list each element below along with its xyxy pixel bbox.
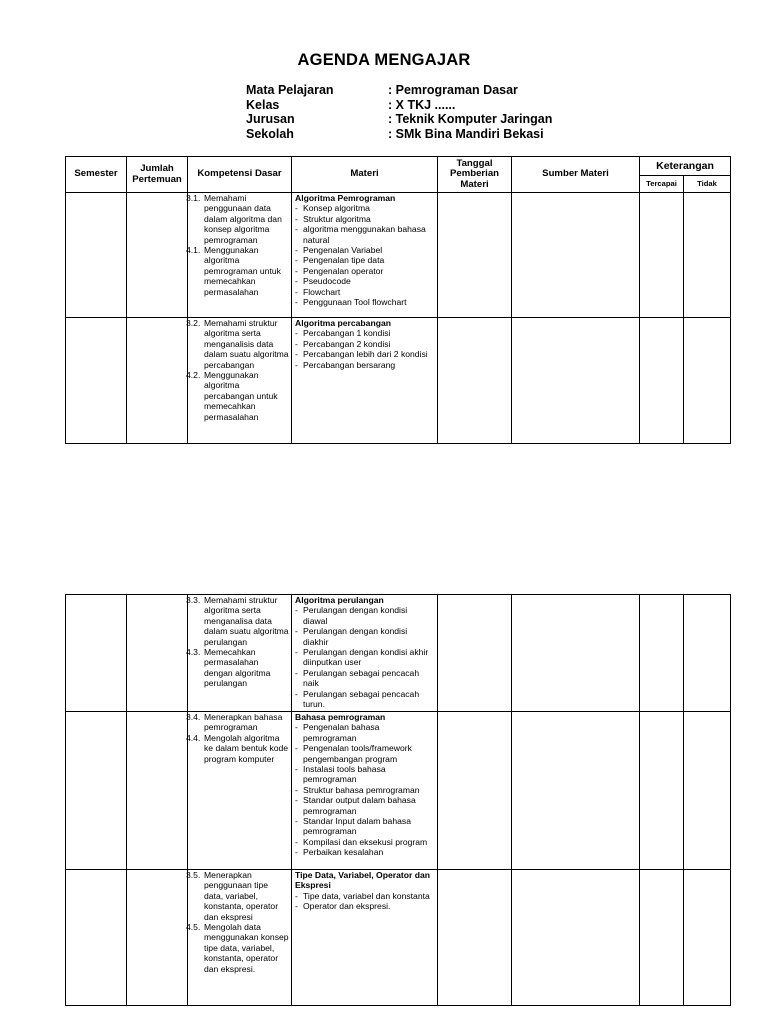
agenda-table (65, 156, 731, 444)
materi-item (295, 360, 433, 370)
materi-item (295, 891, 433, 901)
materi-item-text: Struktur bahasa pemrograman (303, 784, 420, 795)
materi-item (295, 847, 433, 857)
materi-cell (292, 712, 438, 870)
kompetensi-item (188, 922, 291, 974)
tercapai-cell (640, 870, 684, 1006)
bullet-dash: - (295, 764, 298, 775)
materi-item-text: Perulangan sebagai pencacah naik (303, 667, 420, 689)
tercapai-cell (640, 318, 684, 444)
bullet-dash: - (295, 647, 298, 658)
semester-cell (66, 870, 127, 1006)
semester-cell (66, 595, 127, 712)
materi-item (295, 214, 433, 224)
materi-item-text: Pengenalan bahasa pemrograman (303, 722, 380, 743)
materi-title: Bahasa pemrograman (295, 712, 386, 722)
kompetensi-text: Memahami struktur algoritma serta menganalisa data dalam suatu algoritma perulangan (204, 595, 289, 647)
header-keterangan: Keterangan (640, 157, 731, 176)
kompetensi-item (188, 245, 291, 297)
kompetensi-item (188, 712, 291, 733)
materi-item-text: Pseudocode (303, 276, 351, 287)
kompetensi-item (188, 595, 291, 647)
materi-item (295, 203, 433, 213)
tercapai-cell (640, 712, 684, 870)
kompetensi-item (188, 193, 291, 245)
info-row (246, 127, 552, 142)
info-row (246, 112, 552, 127)
materi-item-text: algoritma menggunakan bahasa natural (303, 224, 426, 245)
materi-item-text: Percabangan 2 kondisi (303, 338, 391, 349)
semester-cell (66, 318, 127, 444)
semester-cell (66, 712, 127, 870)
tidak-cell (684, 193, 731, 318)
jumlah-cell (127, 712, 188, 870)
materi-item (295, 605, 433, 626)
bullet-dash: - (295, 901, 298, 912)
materi-item (295, 297, 433, 307)
tidak-cell (684, 870, 731, 1006)
materi-item-text: Pengenalan tipe data (303, 255, 385, 266)
bullet-dash: - (295, 667, 298, 678)
materi-title: Algoritma Pemrograman (295, 193, 396, 203)
materi-item-text: Operator dan ekspresi. (303, 901, 391, 912)
materi-item (295, 276, 433, 286)
info-label: Kelas (246, 97, 280, 112)
tanggal-cell (438, 712, 512, 870)
materi-title: Tipe Data, Variabel, Operator dan Ekspresi (295, 870, 430, 891)
materi-item-text: Perulangan dengan kondisi diawal (303, 605, 408, 626)
materi-item-text: Konsep algoritma (303, 203, 370, 214)
materi-item-text: Standar output dalam bahasa pemrograman (303, 795, 416, 816)
bullet-dash: - (295, 626, 298, 637)
materi-item-text: Instalasi tools bahasa pemrograman (303, 764, 386, 785)
bullet-dash: - (295, 265, 298, 276)
bullet-dash: - (295, 297, 298, 308)
kompetensi-number: 3.5. (186, 870, 201, 880)
sumber-cell (512, 318, 640, 444)
materi-title: Algoritma perulangan (295, 595, 384, 605)
bullet-dash: - (295, 255, 298, 266)
info-label: Jurusan (246, 112, 295, 126)
materi-item-text: Percabangan 1 kondisi (303, 328, 391, 339)
bullet-dash: - (295, 688, 298, 699)
materi-item (295, 764, 433, 785)
kompetensi-number: 4.2. (186, 370, 201, 381)
tercapai-cell (640, 193, 684, 318)
bullet-dash: - (295, 359, 298, 370)
table-row (66, 193, 731, 318)
bullet-dash: - (295, 203, 298, 214)
header-semester: Semester (66, 157, 127, 193)
materi-item-text: Percabangan lebih dari 2 kondisi (303, 349, 428, 360)
bullet-dash: - (295, 245, 298, 256)
kompetensi-cell (188, 870, 292, 1006)
materi-cell (292, 318, 438, 444)
bullet-dash: - (295, 890, 298, 901)
tidak-cell (684, 712, 731, 870)
jumlah-cell (127, 318, 188, 444)
bullet-dash: - (295, 213, 298, 224)
tanggal-cell (438, 318, 512, 444)
tanggal-cell (438, 193, 512, 318)
kompetensi-text: Menerapkan penggunaan tipe data, variabel, konstanta, operator dan ekspresi (204, 870, 279, 922)
kompetensi-text: Menerapkan bahasa pemrograman (204, 712, 283, 733)
kompetensi-text: Mengolah data menggunakan konsep tipe data, variabel, konstanta, operator dan ekspresi. (204, 922, 289, 974)
kompetensi-text: Memahami penggunaan data dalam algoritma dan konsep algoritma pemrograman (204, 193, 282, 245)
kompetensi-number: 4.3. (186, 647, 201, 658)
bullet-dash: - (295, 816, 298, 827)
bullet-dash: - (295, 784, 298, 795)
materi-item-text: Flowchart (303, 286, 341, 297)
kompetensi-number: 3.2. (186, 318, 201, 328)
materi-item (295, 668, 433, 689)
kompetensi-item (188, 870, 291, 922)
bullet-dash: - (295, 349, 298, 360)
tanggal-cell (438, 595, 512, 712)
header-jumlah: Jumlah Pertemuan (127, 157, 188, 193)
bullet-dash: - (295, 338, 298, 349)
materi-item (295, 224, 433, 245)
header-sumber: Sumber Materi (512, 157, 640, 193)
materi-item (295, 722, 433, 743)
materi-item-text: Perulangan sebagai pencacah turun. (303, 688, 420, 710)
materi-item-text: Standar Input dalam bahasa pemrograman (303, 816, 411, 837)
materi-item-text: Tipe data, variabel dan konstanta (303, 890, 430, 901)
kompetensi-number: 3.3. (186, 595, 201, 605)
materi-item (295, 647, 433, 668)
materi-item (295, 816, 433, 837)
info-row (246, 98, 552, 113)
kompetensi-cell (188, 712, 292, 870)
kompetensi-number: 3.1. (186, 193, 201, 203)
materi-cell (292, 193, 438, 318)
table-row (66, 870, 731, 1006)
materi-item (295, 266, 433, 276)
materi-item-text: Perulangan dengan kondisi akhir diinputkan user (303, 647, 429, 668)
table-row (66, 712, 731, 870)
materi-item (295, 245, 433, 255)
materi-item-text: Penggunaan Tool flowchart (303, 297, 407, 308)
page-title: AGENDA MENGAJAR (297, 51, 471, 69)
tidak-cell (684, 318, 731, 444)
semester-cell (66, 193, 127, 318)
info-value: : SMk Bina Mandiri Bekasi (388, 126, 544, 141)
bullet-dash: - (295, 276, 298, 287)
tidak-cell (684, 595, 731, 712)
materi-item (295, 287, 433, 297)
course-info (246, 83, 552, 141)
tanggal-cell (438, 870, 512, 1006)
kompetensi-item (188, 647, 291, 689)
header-tanggal: Tanggal Pemberian Materi (438, 157, 512, 193)
materi-item-text: Percabangan bersarang (303, 359, 396, 370)
materi-item (295, 626, 433, 647)
kompetensi-item (188, 370, 291, 422)
bullet-dash: - (295, 224, 298, 235)
materi-cell (292, 870, 438, 1006)
materi-item-text: Perulangan dengan kondisi diakhir (303, 626, 408, 647)
materi-item (295, 901, 433, 911)
materi-cell (292, 595, 438, 712)
materi-item-text: Pengenalan operator (303, 265, 384, 276)
kompetensi-text: Memahami struktur algoritma serta menganalisis data dalam suatu algoritma percabangan (204, 318, 289, 370)
header-kompetensi: Kompetensi Dasar (188, 157, 292, 193)
sumber-cell (512, 870, 640, 1006)
bullet-dash: - (295, 286, 298, 297)
info-value: : Pemrograman Dasar (388, 83, 518, 97)
kompetensi-cell (188, 318, 292, 444)
materi-item-text: Kompilasi dan eksekusi program (303, 836, 428, 847)
kompetensi-number: 4.4. (186, 732, 201, 743)
materi-item (295, 339, 433, 349)
bullet-dash: - (295, 847, 298, 858)
info-label: Mata Pelajaran (246, 83, 334, 97)
header-materi: Materi (292, 157, 438, 193)
sumber-cell (512, 595, 640, 712)
kompetensi-cell (188, 193, 292, 318)
info-value: : X TKJ ...... (388, 97, 456, 112)
table-row (66, 318, 731, 444)
materi-item (295, 349, 433, 359)
header-tercapai: Tercapai (640, 176, 684, 193)
info-row (246, 83, 552, 98)
bullet-dash: - (295, 743, 298, 754)
kompetensi-item (188, 318, 291, 370)
kompetensi-number: 4.5. (186, 922, 201, 933)
materi-item (295, 795, 433, 816)
bullet-dash: - (295, 836, 298, 847)
sumber-cell (512, 712, 640, 870)
jumlah-cell (127, 193, 188, 318)
materi-item-text: Perbaikan kesalahan (303, 847, 384, 858)
materi-item-text: Pengenalan Variabel (303, 245, 383, 256)
header-tidak: Tidak (684, 176, 731, 193)
sumber-cell (512, 193, 640, 318)
kompetensi-number: 3.4. (186, 712, 201, 722)
jumlah-cell (127, 595, 188, 712)
jumlah-cell (127, 870, 188, 1006)
info-value: : Teknik Komputer Jaringan (388, 112, 553, 126)
materi-item (295, 255, 433, 265)
bullet-dash: - (295, 722, 298, 733)
agenda-table-continued (65, 594, 731, 1006)
materi-item-text: Pengenalan tools/framework pengembangan program (303, 743, 412, 764)
kompetensi-item (188, 733, 291, 764)
kompetensi-text: Menggunakan algoritma percabangan untuk memecahkan permasalahan (204, 370, 278, 422)
kompetensi-number: 4.1. (186, 245, 201, 256)
materi-item-text: Struktur algoritma (303, 213, 371, 224)
tercapai-cell (640, 595, 684, 712)
materi-item (295, 743, 433, 764)
materi-item (295, 689, 433, 710)
info-label: Sekolah (246, 126, 294, 141)
materi-item (295, 837, 433, 847)
kompetensi-text: Menggunakan algoritma pemrograman untuk memecahkan permasalahan (204, 245, 281, 297)
bullet-dash: - (295, 795, 298, 806)
materi-item (295, 328, 433, 338)
materi-title: Algoritma percabangan (295, 318, 391, 328)
kompetensi-text: Memecahkan permasalahan dengan algoritma perulangan (204, 647, 271, 689)
materi-item (295, 785, 433, 795)
kompetensi-text: Mengolah algoritma ke dalam bentuk kode program komputer (204, 732, 289, 764)
kompetensi-cell (188, 595, 292, 712)
table-row (66, 595, 731, 712)
bullet-dash: - (295, 605, 298, 616)
bullet-dash: - (295, 328, 298, 339)
